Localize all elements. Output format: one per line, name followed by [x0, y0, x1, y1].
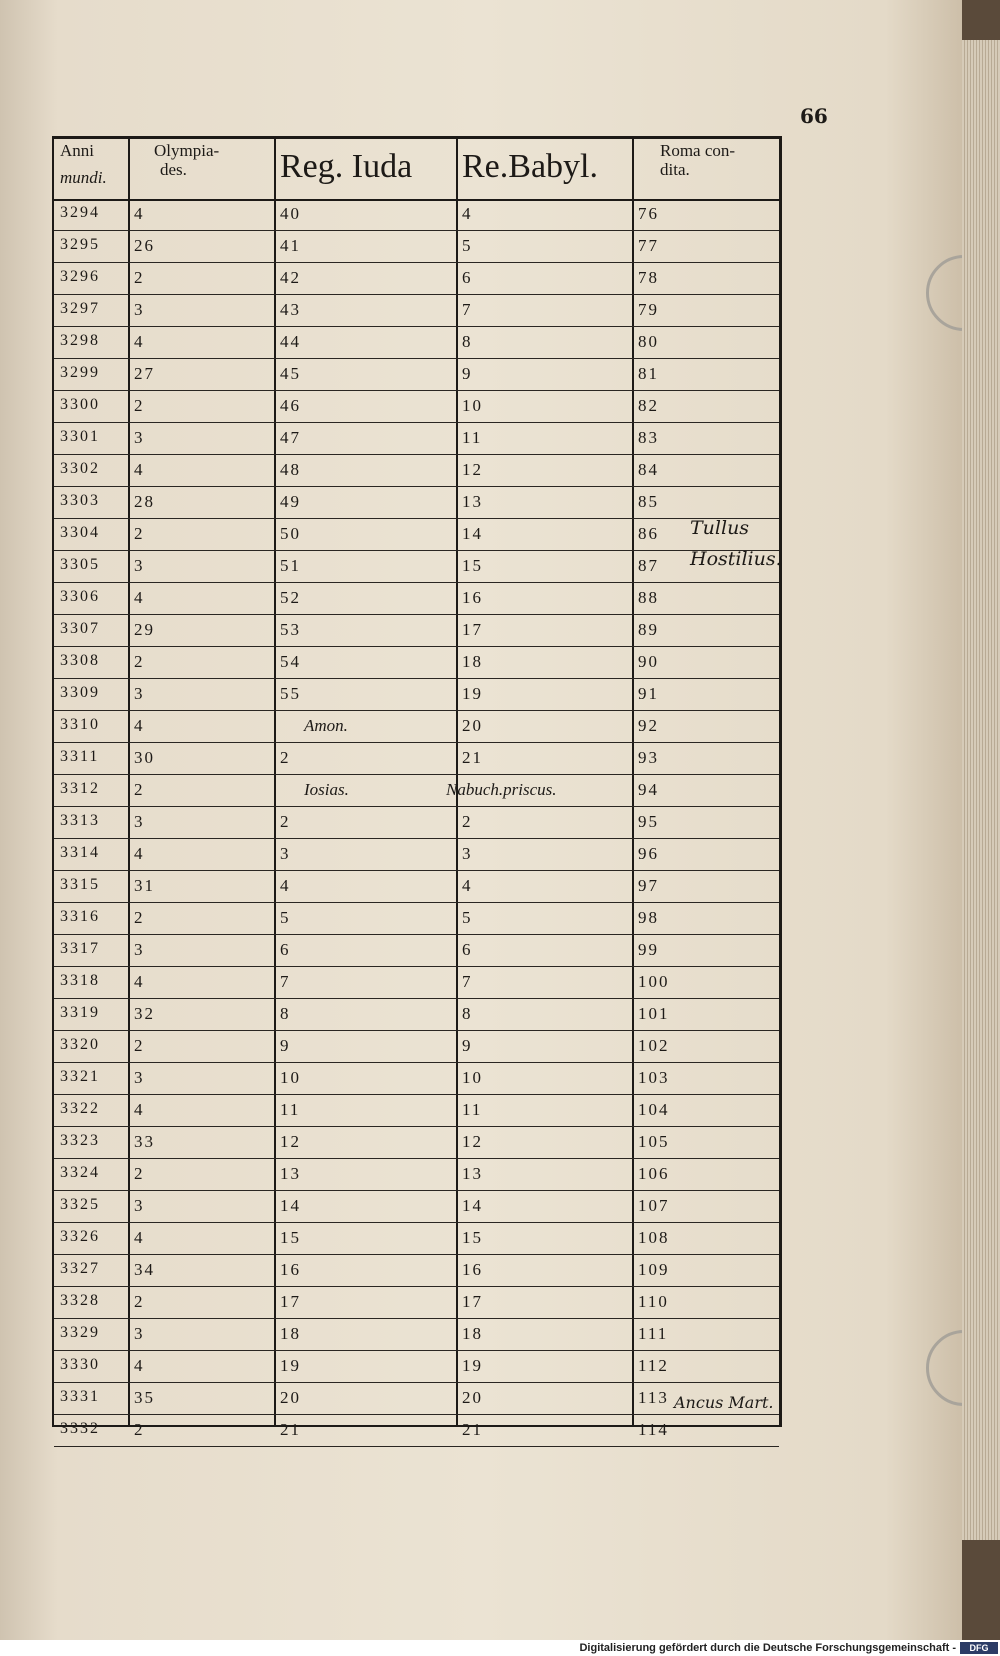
- table-row: [54, 967, 779, 999]
- cell-roma-condita: 107: [638, 1196, 670, 1215]
- cell-reg-iuda: 51: [280, 556, 301, 575]
- cell-roma-condita: 104: [638, 1100, 670, 1119]
- cell-reg-iuda: 53: [280, 620, 301, 639]
- cell-reg-iuda: 46: [280, 396, 301, 415]
- cell-olympiad: 31: [134, 876, 155, 895]
- cell-roma-condita: 77: [638, 236, 659, 255]
- table-row: [54, 1191, 779, 1223]
- table-row: [54, 551, 779, 583]
- cell-anni-mundi: 3311: [60, 748, 100, 765]
- header-anni: Anni: [60, 141, 94, 160]
- cell-roma-condita: 93: [638, 748, 659, 767]
- cell-olympiad: 2: [134, 524, 145, 543]
- cell-re-babyl: 14: [462, 1196, 483, 1215]
- cell-re-babyl: 13: [462, 1164, 483, 1183]
- cell-anni-mundi: 3331: [60, 1388, 100, 1405]
- cell-re-babyl: 17: [462, 620, 483, 639]
- cell-olympiad: 29: [134, 620, 155, 639]
- table-row: [54, 1383, 779, 1415]
- cell-reg-iuda: 2: [280, 748, 291, 767]
- cell-roma-condita: 102: [638, 1036, 670, 1055]
- table-row: [54, 583, 779, 615]
- cell-olympiad: 3: [134, 1196, 145, 1215]
- cell-olympiad: 4: [134, 1356, 145, 1375]
- cell-reg-iuda: 49: [280, 492, 301, 511]
- cell-roma-condita: 80: [638, 332, 659, 351]
- table-row: [54, 1031, 779, 1063]
- header-re-babyl: Re.Babyl.: [462, 148, 598, 185]
- cell-reg-iuda: 21: [280, 1420, 301, 1439]
- cell-roma-condita: 109: [638, 1260, 670, 1279]
- cell-anni-mundi: 3320: [60, 1036, 100, 1053]
- cell-anni-mundi: 3330: [60, 1356, 100, 1373]
- page-number: 66: [800, 104, 828, 128]
- cell-re-babyl: 4: [462, 204, 473, 223]
- dfg-logo: DFG: [960, 1642, 998, 1654]
- cell-reg-iuda: 7: [280, 972, 291, 991]
- cell-anni-mundi: 3322: [60, 1100, 100, 1117]
- cell-re-babyl: 15: [462, 556, 483, 575]
- cell-roma-condita: 106: [638, 1164, 670, 1183]
- cell-reg-iuda: 17: [280, 1292, 301, 1311]
- cell-roma-condita: 89: [638, 620, 659, 639]
- cell-olympiad: 4: [134, 460, 145, 479]
- cell-roma-condita: 101: [638, 1004, 670, 1023]
- table-row: [54, 903, 779, 935]
- table-row: [54, 615, 779, 647]
- cell-re-babyl: 2: [462, 812, 473, 831]
- table-row: [54, 935, 779, 967]
- table-row: [54, 391, 779, 423]
- table-row: [54, 647, 779, 679]
- header-anni-mundi: [54, 139, 134, 203]
- cell-reg-iuda: 15: [280, 1228, 301, 1247]
- cell-anni-mundi: 3303: [60, 492, 100, 509]
- cell-anni-mundi: 3325: [60, 1196, 100, 1213]
- cell-olympiad: 4: [134, 844, 145, 863]
- cell-anni-mundi: 3329: [60, 1324, 100, 1341]
- cell-anni-mundi: 3305: [60, 556, 100, 573]
- cell-olympiad: 2: [134, 396, 145, 415]
- cell-roma-condita: 108: [638, 1228, 670, 1247]
- cell-anni-mundi: 3326: [60, 1228, 100, 1245]
- cell-olympiad: 3: [134, 940, 145, 959]
- cell-olympiad: 3: [134, 300, 145, 319]
- note-hostilius: Hostilius.: [690, 548, 782, 570]
- table-row: [54, 1351, 779, 1383]
- cell-olympiad: 4: [134, 1100, 145, 1119]
- cell-olympiad: 2: [134, 1164, 145, 1183]
- cell-anni-mundi: 3327: [60, 1260, 100, 1277]
- cell-roma-condita: 79: [638, 300, 659, 319]
- table-row: [54, 455, 779, 487]
- cell-anni-mundi: 3317: [60, 940, 100, 957]
- cell-roma-condita: 111: [638, 1324, 669, 1343]
- cell-roma-condita: 91: [638, 684, 659, 703]
- page-edges: [962, 40, 1000, 1540]
- cell-anni-mundi: 3309: [60, 684, 100, 701]
- table-row: [54, 679, 779, 711]
- cell-roma-condita: 82: [638, 396, 659, 415]
- cell-roma-condita: 103: [638, 1068, 670, 1087]
- table-row: [54, 231, 779, 263]
- cell-olympiad: 32: [134, 1004, 155, 1023]
- table-row: [54, 1223, 779, 1255]
- table-body: [54, 199, 779, 1447]
- cell-anni-mundi: 3332: [60, 1420, 100, 1437]
- cell-re-babyl: 16: [462, 588, 483, 607]
- cell-anni-mundi: 3313: [60, 812, 100, 829]
- cell-reg-iuda: 12: [280, 1132, 301, 1151]
- cell-roma-condita: 76: [638, 204, 659, 223]
- cell-anni-mundi: 3295: [60, 236, 100, 253]
- cell-re-babyl: 16: [462, 1260, 483, 1279]
- cell-re-babyl: 10: [462, 396, 483, 415]
- cell-anni-mundi: 3300: [60, 396, 100, 413]
- cell-re-babyl: 14: [462, 524, 483, 543]
- cell-reg-iuda: 3: [280, 844, 291, 863]
- table-row: [54, 1287, 779, 1319]
- cell-anni-mundi: 3304: [60, 524, 100, 541]
- cell-roma-condita: 95: [638, 812, 659, 831]
- cell-olympiad: 3: [134, 428, 145, 447]
- cell-reg-iuda: 11: [280, 1100, 301, 1119]
- cell-roma-condita: 99: [638, 940, 659, 959]
- cell-olympiad: 4: [134, 332, 145, 351]
- cell-re-babyl: 5: [462, 236, 473, 255]
- cell-reg-iuda: 10: [280, 1068, 301, 1087]
- table-row: [54, 743, 779, 775]
- table-row: [54, 839, 779, 871]
- cell-olympiad: 4: [134, 588, 145, 607]
- cell-re-babyl: 12: [462, 1132, 483, 1151]
- cell-olympiad: 3: [134, 812, 145, 831]
- cell-re-babyl: 19: [462, 684, 483, 703]
- table-row: [54, 807, 779, 839]
- header-olympia: Olympia-: [154, 141, 220, 160]
- cell-roma-condita: 81: [638, 364, 659, 383]
- cell-olympiad: 35: [134, 1388, 155, 1407]
- cell-olympiad: 4: [134, 204, 145, 223]
- table-row: [54, 711, 779, 743]
- cell-re-babyl: 5: [462, 908, 473, 927]
- cell-roma-condita: 78: [638, 268, 659, 287]
- cell-roma-condita: 86: [638, 524, 659, 543]
- cell-reg-iuda: 47: [280, 428, 301, 447]
- cell-reg-iuda: 19: [280, 1356, 301, 1375]
- cell-reg-iuda: 16: [280, 1260, 301, 1279]
- cell-reg-iuda: 9: [280, 1036, 291, 1055]
- table-row: [54, 999, 779, 1031]
- table-row: [54, 295, 779, 327]
- table-row: [54, 775, 779, 807]
- cell-anni-mundi: 3316: [60, 908, 100, 925]
- table-row: [54, 1127, 779, 1159]
- table-row: [54, 871, 779, 903]
- cell-anni-mundi: 3328: [60, 1292, 100, 1309]
- cell-anni-mundi: 3299: [60, 364, 100, 381]
- cell-roma-condita: 110: [638, 1292, 669, 1311]
- cell-re-babyl: 20: [462, 1388, 483, 1407]
- chronology-table: [52, 136, 782, 1439]
- cell-anni-mundi: 3302: [60, 460, 100, 477]
- cell-reg-iuda: 52: [280, 588, 301, 607]
- cell-olympiad: 3: [134, 556, 145, 575]
- cell-olympiad: 34: [134, 1260, 155, 1279]
- table-header: [54, 139, 779, 201]
- cell-re-babyl: 8: [462, 1004, 473, 1023]
- header-reg-iuda: Reg. Iuda: [280, 148, 413, 185]
- cell-anni-mundi: 3315: [60, 876, 100, 893]
- cell-reg-iuda: 5: [280, 908, 291, 927]
- cell-olympiad: 3: [134, 1324, 145, 1343]
- cell-roma-condita: 113: [638, 1388, 669, 1407]
- header-mundi: mundi.: [60, 168, 107, 187]
- cell-reg-iuda: 4: [280, 876, 291, 895]
- header-olympiades: [130, 139, 290, 203]
- footer-credit: Digitalisierung gefördert durch die Deutsche Forschungsgemeinschaft -: [579, 1642, 956, 1654]
- cell-anni-mundi: 3307: [60, 620, 100, 637]
- cell-re-babyl: 21: [462, 748, 483, 767]
- cell-reg-iuda: 42: [280, 268, 301, 287]
- cell-re-babyl: 20: [462, 716, 483, 735]
- cell-roma-condita: 114: [638, 1420, 669, 1439]
- cell-re-babyl: 7: [462, 972, 473, 991]
- cell-olympiad: 3: [134, 1068, 145, 1087]
- header-des: des.: [160, 160, 187, 179]
- cell-olympiad: 26: [134, 236, 155, 255]
- cell-roma-condita: 96: [638, 844, 659, 863]
- cell-reg-iuda: 50: [280, 524, 301, 543]
- cell-anni-mundi: 3310: [60, 716, 100, 733]
- cell-roma-condita: 94: [638, 780, 659, 799]
- cell-olympiad: 4: [134, 1228, 145, 1247]
- cell-reg-iuda: 8: [280, 1004, 291, 1023]
- cell-roma-condita: 100: [638, 972, 670, 991]
- cell-reg-iuda: 45: [280, 364, 301, 383]
- cell-anni-mundi: 3297: [60, 300, 100, 317]
- table-row: [54, 423, 779, 455]
- cell-anni-mundi: 3294: [60, 204, 100, 221]
- cell-re-babyl: Nabuch.priscus.: [446, 780, 557, 799]
- cell-anni-mundi: 3314: [60, 844, 100, 861]
- cell-re-babyl: 11: [462, 428, 483, 447]
- cell-roma-condita: 87: [638, 556, 659, 575]
- cell-reg-iuda: 20: [280, 1388, 301, 1407]
- cell-re-babyl: 18: [462, 652, 483, 671]
- cell-olympiad: 4: [134, 716, 145, 735]
- table-row: [54, 487, 779, 519]
- cell-roma-condita: 90: [638, 652, 659, 671]
- cell-re-babyl: 21: [462, 1420, 483, 1439]
- cell-roma-condita: 92: [638, 716, 659, 735]
- cell-anni-mundi: 3324: [60, 1164, 100, 1181]
- cell-re-babyl: 6: [462, 940, 473, 959]
- cell-olympiad: 2: [134, 1420, 145, 1439]
- cell-olympiad: 2: [134, 268, 145, 287]
- table-row: [54, 199, 779, 231]
- table-row: [54, 359, 779, 391]
- cell-re-babyl: 6: [462, 268, 473, 287]
- note-ancus: Ancus Mart.: [674, 1393, 774, 1412]
- table-row: [54, 327, 779, 359]
- cell-re-babyl: 17: [462, 1292, 483, 1311]
- cell-olympiad: 33: [134, 1132, 155, 1151]
- cell-olympiad: 2: [134, 780, 145, 799]
- table-row: [54, 263, 779, 295]
- cell-anni-mundi: 3312: [60, 780, 100, 797]
- cell-reg-iuda: 54: [280, 652, 301, 671]
- cell-olympiad: 2: [134, 652, 145, 671]
- cell-anni-mundi: 3306: [60, 588, 100, 605]
- cell-re-babyl: 7: [462, 300, 473, 319]
- cell-olympiad: 4: [134, 972, 145, 991]
- table-row: [54, 1095, 779, 1127]
- cell-re-babyl: 8: [462, 332, 473, 351]
- cell-roma-condita: 98: [638, 908, 659, 927]
- cell-anni-mundi: 3319: [60, 1004, 100, 1021]
- cell-roma-condita: 83: [638, 428, 659, 447]
- cell-anni-mundi: 3308: [60, 652, 100, 669]
- header-roma: Roma con-: [660, 141, 736, 160]
- cell-roma-condita: 85: [638, 492, 659, 511]
- cell-olympiad: 27: [134, 364, 155, 383]
- cell-anni-mundi: 3323: [60, 1132, 100, 1149]
- table-row: [54, 1255, 779, 1287]
- footer-bar: [0, 1640, 1000, 1656]
- table-row: [54, 1063, 779, 1095]
- cell-olympiad: 2: [134, 908, 145, 927]
- cell-roma-condita: 112: [638, 1356, 669, 1375]
- table-row: [54, 1415, 779, 1447]
- table-row: [54, 1319, 779, 1351]
- cell-reg-iuda: 43: [280, 300, 301, 319]
- cell-re-babyl: 18: [462, 1324, 483, 1343]
- cell-anni-mundi: 3318: [60, 972, 100, 989]
- cell-reg-iuda: 44: [280, 332, 301, 351]
- note-tullus: Tullus: [690, 517, 750, 539]
- cell-reg-iuda: 2: [280, 812, 291, 831]
- cell-reg-iuda: 55: [280, 684, 301, 703]
- cell-reg-iuda: 14: [280, 1196, 301, 1215]
- cell-roma-condita: 97: [638, 876, 659, 895]
- header-roma-condita: [638, 139, 796, 203]
- cell-reg-iuda: 41: [280, 236, 301, 255]
- cell-roma-condita: 105: [638, 1132, 670, 1151]
- cell-anni-mundi: 3298: [60, 332, 100, 349]
- cell-reg-iuda: 6: [280, 940, 291, 959]
- cell-anni-mundi: 3321: [60, 1068, 100, 1085]
- cell-reg-iuda: 13: [280, 1164, 301, 1183]
- cell-anni-mundi: 3301: [60, 428, 100, 445]
- cell-re-babyl: 9: [462, 1036, 473, 1055]
- cell-anni-mundi: 3296: [60, 268, 100, 285]
- cell-reg-iuda: 18: [280, 1324, 301, 1343]
- cell-olympiad: 30: [134, 748, 155, 767]
- cell-roma-condita: 88: [638, 588, 659, 607]
- cell-reg-iuda: 48: [280, 460, 301, 479]
- table-row: [54, 519, 779, 551]
- cell-re-babyl: 12: [462, 460, 483, 479]
- cell-olympiad: 2: [134, 1036, 145, 1055]
- cell-re-babyl: 10: [462, 1068, 483, 1087]
- cell-re-babyl: 4: [462, 876, 473, 895]
- cell-reg-iuda: Iosias.: [304, 780, 349, 799]
- cell-olympiad: 28: [134, 492, 155, 511]
- cell-re-babyl: 11: [462, 1100, 483, 1119]
- cell-reg-iuda: Amon.: [304, 716, 348, 735]
- cell-olympiad: 3: [134, 684, 145, 703]
- cell-re-babyl: 3: [462, 844, 473, 863]
- cell-roma-condita: 84: [638, 460, 659, 479]
- cell-olympiad: 2: [134, 1292, 145, 1311]
- cell-re-babyl: 15: [462, 1228, 483, 1247]
- header-dita: dita.: [660, 160, 690, 179]
- cell-reg-iuda: 40: [280, 204, 301, 223]
- cell-re-babyl: 19: [462, 1356, 483, 1375]
- cell-re-babyl: 9: [462, 364, 473, 383]
- table-row: [54, 1159, 779, 1191]
- cell-re-babyl: 13: [462, 492, 483, 511]
